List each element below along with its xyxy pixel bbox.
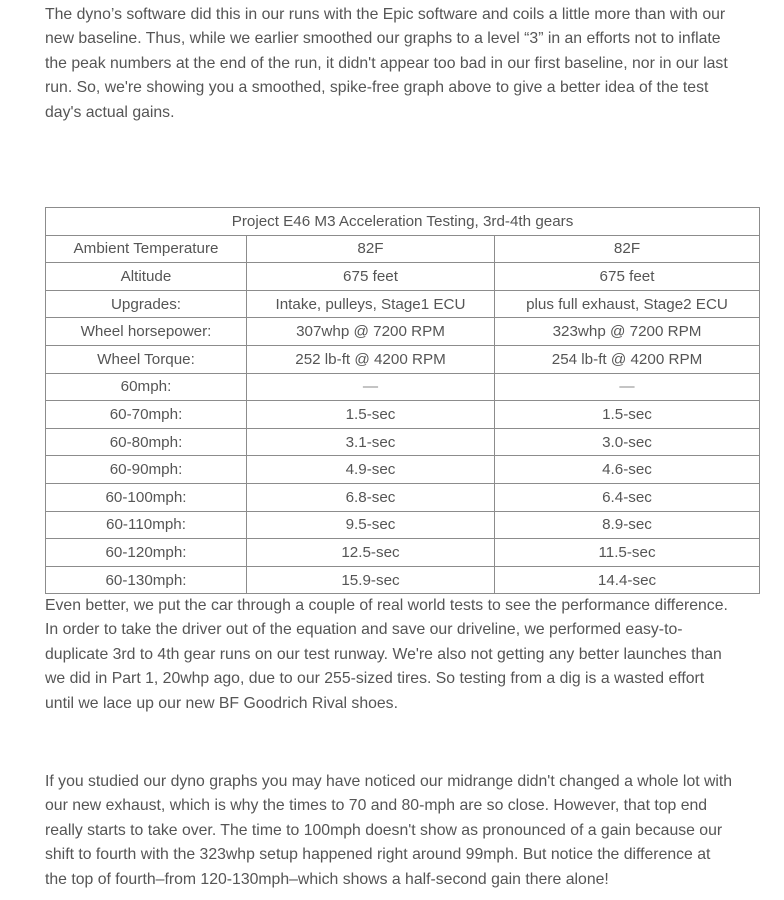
paragraph-line: our new exhaust, which is why the times to 70 and 80-mph are so close. However, that top end [45,797,708,815]
table-row [46,373,760,401]
row-label: Wheel horsepower: [46,318,247,346]
paragraph-line: In order to take the driver out of the equation and save our driveline, we performed easy-to- [45,621,683,639]
intro-line: the peak numbers at the end of the run, it didn't appear too bad in our first baseline, nor in our last [45,54,728,72]
upgraded-value: 4.6-sec [495,456,760,484]
real-world-paragraph [45,594,745,716]
baseline-value: 4.9-sec [247,456,495,484]
upgraded-value: — [495,373,760,401]
intro-line: new baseline. Thus, while we earlier smoothed our graphs to a level “3” in an efforts not to inflate [45,30,721,48]
baseline-value: 12.5-sec [247,539,495,567]
table-row [46,235,760,263]
table-row [46,539,760,567]
upgraded-value: 1.5-sec [495,401,760,429]
upgraded-value: 323whp @ 7200 RPM [495,318,760,346]
table-row [46,566,760,594]
table-row [46,263,760,291]
baseline-value: — [247,373,495,401]
paragraph-line: until we lace up our new BF Goodrich Rival shoes. [45,694,398,712]
baseline-value: 82F [247,235,495,263]
intro-paragraph [45,3,745,125]
baseline-value: Intake, pulleys, Stage1 ECU [247,290,495,318]
baseline-value: 6.8-sec [247,483,495,511]
baseline-value: 3.1-sec [247,428,495,456]
table-title: Project E46 M3 Acceleration Testing, 3rd-4th gears [46,208,760,236]
row-label: 60-90mph: [46,456,247,484]
upgraded-value: 6.4-sec [495,483,760,511]
paragraph-line: If you studied our dyno graphs you may have noticed our midrange didn't changed a whole lot with [45,773,733,790]
table-title-row [46,208,760,236]
paragraph-line: the top of fourth–from 120-130mph–which shows a half-second gain there alone! [45,870,609,888]
table-row [46,345,760,373]
upgraded-value: 3.0-sec [495,428,760,456]
row-label: 60-80mph: [46,428,247,456]
paragraph-line: shift to fourth with the 323whp setup happened right around 99mph. But notice the difference at [45,846,711,864]
paragraph-line: Even better, we put the car through a couple of real world tests to see the performance difference. [45,597,728,614]
upgraded-value: 254 lb-ft @ 4200 RPM [495,345,760,373]
intro-line: run. So, we're showing you a smoothed, spike-free graph above to give a better idea of the test [45,79,709,97]
baseline-value: 15.9-sec [247,566,495,594]
baseline-value: 1.5-sec [247,401,495,429]
acceleration-table-container [45,207,759,594]
table-row [46,456,760,484]
row-label: 60mph: [46,373,247,401]
upgraded-value: 11.5-sec [495,539,760,567]
intro-line: The dyno’s software did this in our runs with the Epic software and coils a little more than with our [45,6,726,23]
upgraded-value: 675 feet [495,263,760,291]
paragraph-line: we did in Part 1, 20whp ago, due to our 255-sized tires. So testing from a dig is a wasted effort [45,670,705,688]
baseline-value: 252 lb-ft @ 4200 RPM [247,345,495,373]
baseline-value: 307whp @ 7200 RPM [247,318,495,346]
upgraded-value: 14.4-sec [495,566,760,594]
row-label: Ambient Temperature [46,235,247,263]
upgraded-value: 8.9-sec [495,511,760,539]
paragraph-line: duplicate 3rd to 4th gear runs on our test runway. We're also not getting any better launches than [45,645,722,663]
table-row [46,483,760,511]
row-label: 60-110mph: [46,511,247,539]
intro-line: day's actual gains. [45,103,175,121]
acceleration-table [45,207,760,594]
row-label: 60-120mph: [46,539,247,567]
upgraded-value: 82F [495,235,760,263]
row-label: Upgrades: [46,290,247,318]
dyno-analysis-paragraph [45,770,745,892]
table-row [46,401,760,429]
row-label: 60-70mph: [46,401,247,429]
upgraded-value: plus full exhaust, Stage2 ECU [495,290,760,318]
table-row [46,428,760,456]
row-label: 60-100mph: [46,483,247,511]
baseline-value: 9.5-sec [247,511,495,539]
paragraph-line: really starts to take over. The time to 100mph doesn't show as pronounced of a gain because our [45,821,723,839]
table-row [46,318,760,346]
baseline-value: 675 feet [247,263,495,291]
row-label: Altitude [46,263,247,291]
table-row [46,511,760,539]
row-label: 60-130mph: [46,566,247,594]
row-label: Wheel Torque: [46,345,247,373]
table-row [46,290,760,318]
